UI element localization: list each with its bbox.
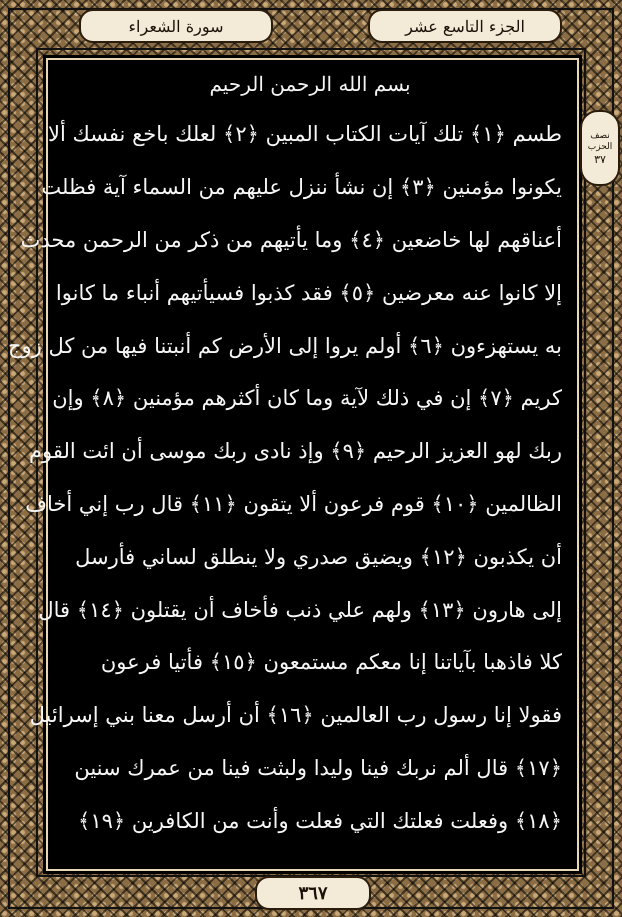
juz-title: [368, 9, 562, 43]
surah-label: سورة الشعراء: [128, 16, 224, 36]
hizb-label-half: نصف: [590, 130, 610, 141]
verse-line: يكونوا مؤمنين ﴿٣﴾ إن نشأ ننزل عليهم من السماء آية فظلت: [41, 175, 562, 200]
verse-line: كلا فاذهبا بآياتنا إنا معكم مستمعون ﴿١٥﴾ فأتيا فرعون: [100, 650, 562, 675]
hizb-label-hizb: الحزب: [587, 141, 613, 152]
page-number: [255, 876, 371, 910]
verse-line: ﴿١٧﴾ قال ألم نربك فينا وليدا ولبثت فينا من عمرك سنين: [74, 755, 562, 780]
page-number-label: ٣٦٧: [298, 882, 328, 904]
verse-line: به يستهزءون ﴿٦﴾ أولم يروا إلى الأرض كم أنبتنا فيها من كل زوج: [7, 333, 562, 358]
verse-line: إلى هارون ﴿١٣﴾ ولهم علي ذنب فأخاف أن يقتلون ﴿١٤﴾ قال: [38, 597, 562, 622]
verse-line: طسم ﴿١﴾ تلك آيات الكتاب المبين ﴿٢﴾ لعلك باخع نفسك ألا: [48, 122, 562, 147]
verse-line: أعناقهم لها خاضعين ﴿٤﴾ وما يأتيهم من ذكر من الرحمن محدث: [20, 227, 562, 252]
surah-title: [79, 9, 273, 43]
verse-line: أن يكذبون ﴿١٢﴾ ويضيق صدري ولا ينطلق لساني فأرسل: [75, 544, 562, 569]
verse-line: إلا كانوا عنه معرضين ﴿٥﴾ فقد كذبوا فسيأتيهم أنباء ما كانوا: [55, 280, 562, 305]
verse-line: كريم ﴿٧﴾ إن في ذلك لآية وما كان أكثرهم مؤمنين ﴿٨﴾ وإن: [52, 386, 562, 411]
juz-label: الجزء التاسع عشر: [405, 16, 525, 36]
verse-line: ﴿١٨﴾ وفعلت فعلتك التي فعلت وأنت من الكافرين ﴿١٩﴾: [78, 808, 562, 833]
basmala: بسم الله الرحمن الرحيم: [209, 72, 411, 96]
verse-line: ربك لهو العزيز الرحيم ﴿٩﴾ وإذ نادى ربك موسى أن ائت القوم: [29, 439, 562, 464]
verse-line: الظالمين ﴿١٠﴾ قوم فرعون ألا يتقون ﴿١١﴾ قال رب إني أخاف: [25, 491, 562, 516]
hizb-number: ٣٧: [594, 152, 606, 166]
verse-line: فقولا إنا رسول رب العالمين ﴿١٦﴾ أن أرسل معنا بني إسرائيل: [29, 703, 562, 728]
verse-lines: [7, 108, 562, 847]
hizb-marker: [580, 110, 620, 186]
